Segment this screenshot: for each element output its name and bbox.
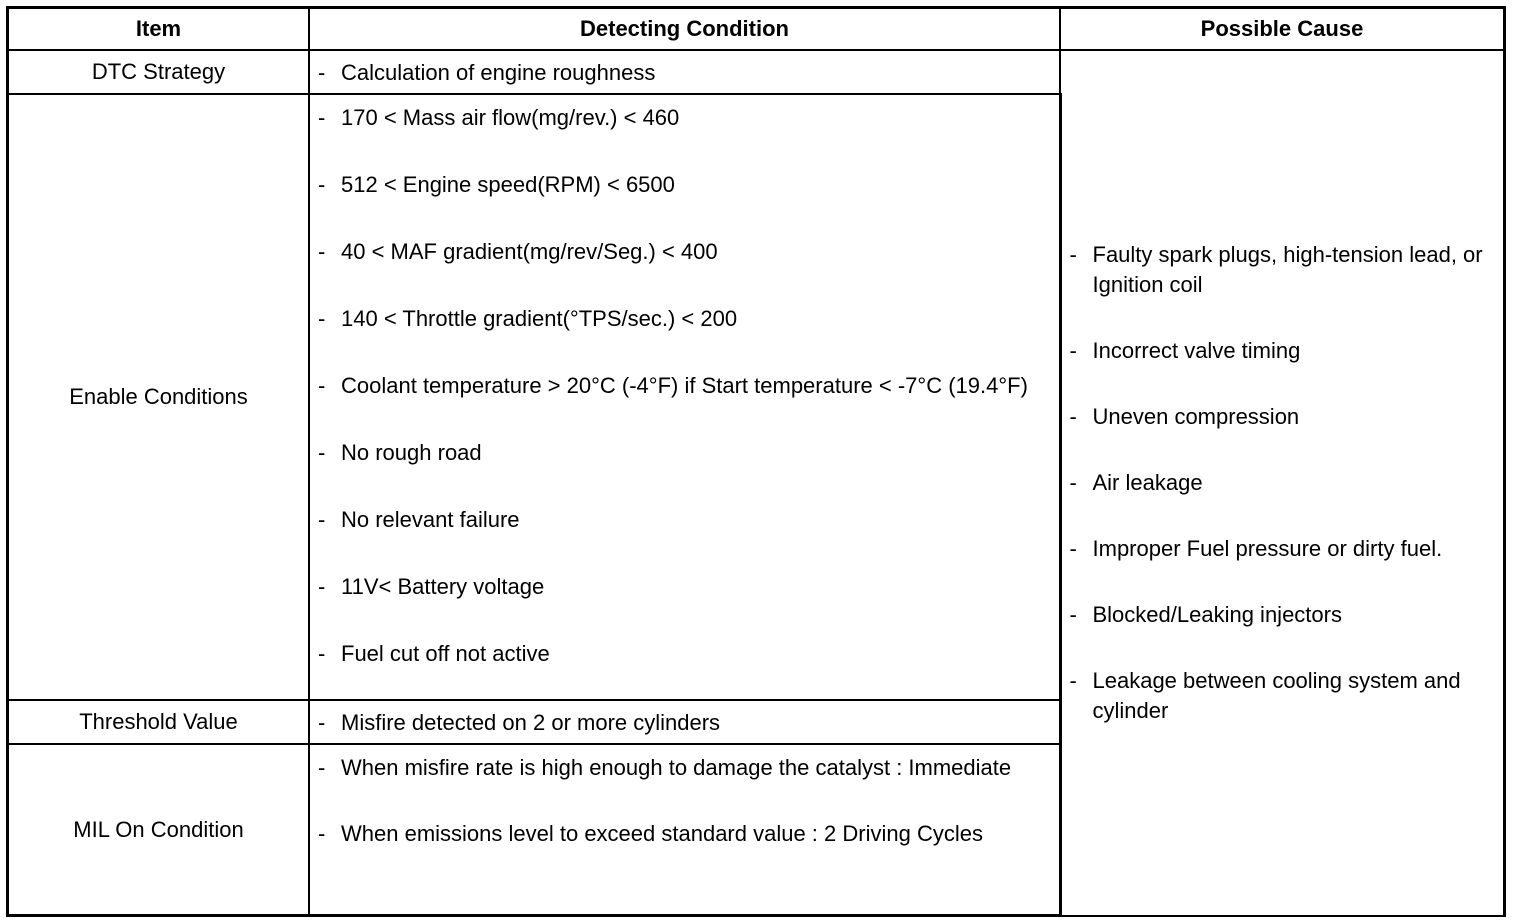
bullet-dash: - [1069, 667, 1077, 693]
condition-text: 140 < Throttle gradient(°TPS/sec.) < 200 [341, 306, 738, 331]
possible-cause-cell [1060, 50, 1505, 916]
bullet-dash: - [318, 172, 326, 197]
item-threshold-value: Threshold Value [8, 700, 310, 744]
item-dtc-strategy: DTC Strategy [8, 50, 310, 94]
bullet-dash: - [1069, 403, 1077, 429]
condition-text: 170 < Mass air flow(mg/rev.) < 460 [341, 105, 680, 130]
condition-item [318, 639, 1051, 669]
item-enable-conditions: Enable Conditions [8, 94, 310, 700]
cause-item [1070, 240, 1496, 300]
condition-item [318, 170, 1051, 200]
condition-text: No rough road [341, 440, 482, 465]
condition-text: 512 < Engine speed(RPM) < 6500 [341, 172, 675, 197]
bullet-dash: - [318, 574, 326, 599]
condition-cell [309, 50, 1060, 94]
condition-item [318, 304, 1051, 334]
bullet-dash: - [318, 507, 326, 532]
bullet-dash: - [318, 239, 326, 264]
dtc-table [6, 6, 1506, 917]
bullet-dash: - [318, 641, 326, 666]
header-item: Item [8, 8, 310, 51]
bullet-dash: - [318, 373, 326, 398]
condition-text: Calculation of engine roughness [341, 60, 656, 85]
condition-text: 40 < MAF gradient(mg/rev/Seg.) < 400 [341, 239, 718, 264]
bullet-dash: - [1069, 241, 1077, 267]
bullet-dash: - [318, 755, 326, 780]
condition-text: Fuel cut off not active [341, 641, 550, 666]
condition-text: Misfire detected on 2 or more cylinders [341, 710, 721, 735]
condition-item [318, 371, 1051, 401]
cause-item [1070, 534, 1496, 564]
condition-item [318, 819, 1051, 849]
condition-item [318, 438, 1051, 468]
bullet-dash: - [1069, 601, 1077, 627]
cause-text: Blocked/Leaking injectors [1092, 601, 1342, 627]
condition-text: Coolant temperature > 20°C (-4°F) if Start temperature < -7°C (19.4°F) [341, 373, 1028, 398]
header-detecting-condition: Detecting Condition [309, 8, 1060, 51]
condition-cell [309, 744, 1060, 916]
bullet-dash: - [318, 821, 326, 846]
condition-cell [309, 94, 1060, 700]
bullet-dash: - [1069, 535, 1077, 561]
row-dtc-strategy [8, 50, 1505, 94]
cause-text: Air leakage [1092, 469, 1203, 495]
condition-item [318, 58, 1051, 88]
condition-text: 11V< Battery voltage [341, 574, 545, 599]
condition-item [318, 753, 1051, 783]
cause-text: Improper Fuel pressure or dirty fuel. [1092, 535, 1443, 561]
cause-item [1070, 336, 1496, 366]
cause-text: Leakage between cooling system and cylinder [1092, 667, 1461, 723]
condition-item [318, 708, 1051, 738]
cause-item [1070, 468, 1496, 498]
bullet-dash: - [318, 306, 326, 331]
condition-cell [309, 700, 1060, 744]
header-row [8, 8, 1505, 51]
condition-item [318, 103, 1051, 133]
cause-text: Incorrect valve timing [1092, 337, 1301, 363]
item-mil-on-condition: MIL On Condition [8, 744, 310, 916]
header-possible-cause: Possible Cause [1060, 8, 1505, 51]
bullet-dash: - [1069, 469, 1077, 495]
bullet-dash: - [1069, 337, 1077, 363]
cause-item [1070, 402, 1496, 432]
cause-text: Faulty spark plugs, high-tension lead, or Ignition coil [1092, 241, 1483, 297]
condition-item [318, 572, 1051, 602]
bullet-dash: - [318, 710, 326, 735]
condition-text: When emissions level to exceed standard value : 2 Driving Cycles [341, 821, 983, 846]
cause-item [1070, 600, 1496, 630]
bullet-dash: - [318, 60, 326, 85]
bullet-dash: - [318, 440, 326, 465]
bullet-dash: - [318, 105, 326, 130]
condition-text: No relevant failure [341, 507, 520, 532]
condition-item [318, 237, 1051, 267]
condition-text: When misfire rate is high enough to damage the catalyst : Immediate [341, 755, 1012, 780]
cause-text: Uneven compression [1092, 403, 1300, 429]
condition-item [318, 505, 1051, 535]
cause-item [1070, 666, 1496, 726]
